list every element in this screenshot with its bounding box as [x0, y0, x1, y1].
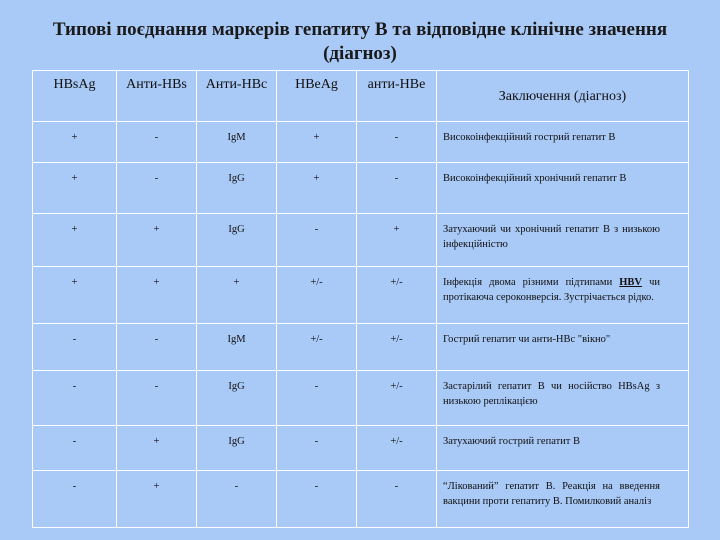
table-row: [33, 371, 689, 426]
cell-anti-hbc: +: [197, 267, 277, 324]
cell-diagnosis: Застарілий гепатит В чи носійство HBsAg з низькою реплікацією: [437, 371, 689, 426]
cell-anti-hbs: +: [117, 471, 197, 528]
cell-hbsag: +: [33, 267, 117, 324]
cell-anti-hbe: +/-: [357, 426, 437, 471]
cell-diagnosis: Гострий гепатит чи анти-HBc "вікно": [437, 324, 689, 371]
header-diagnosis: Заключення (діагноз): [437, 71, 689, 122]
cell-anti-hbe: -: [357, 163, 437, 214]
cell-hbsag: -: [33, 371, 117, 426]
table-row: [33, 267, 689, 324]
cell-hbsag: +: [33, 214, 117, 267]
cell-hbsag: -: [33, 426, 117, 471]
diagnosis-text-pre: Інфекція двома різними підтипами: [443, 277, 620, 288]
cell-anti-hbe: -: [357, 471, 437, 528]
cell-anti-hbc: IgG: [197, 426, 277, 471]
cell-hbeag: -: [277, 214, 357, 267]
cell-anti-hbe: +/-: [357, 267, 437, 324]
cell-hbsag: +: [33, 163, 117, 214]
cell-hbeag: +/-: [277, 324, 357, 371]
cell-diagnosis: Затухаючий чи хронічний гепатит В з низькою інфекційністю: [437, 214, 689, 267]
cell-anti-hbs: -: [117, 371, 197, 426]
cell-anti-hbc: IgG: [197, 163, 277, 214]
cell-hbeag: +: [277, 122, 357, 163]
header-hbeag: HBeAg: [277, 71, 357, 122]
header-anti-hbe: анти-HBe: [357, 71, 437, 122]
markers-table: [32, 70, 689, 528]
cell-diagnosis: Затухаючий гострий гепатит В: [437, 426, 689, 471]
cell-anti-hbe: +/-: [357, 371, 437, 426]
cell-diagnosis: Високоінфекційний хронічний гепатит В: [437, 163, 689, 214]
page-title: Типові поєднання маркерів гепатиту В та відповідне клінічне значення (діагноз): [52, 19, 668, 64]
header-hbsag: HBsAg: [33, 71, 117, 122]
cell-hbsag: -: [33, 471, 117, 528]
table-row: [33, 471, 689, 528]
cell-hbeag: -: [277, 371, 357, 426]
cell-anti-hbc: -: [197, 471, 277, 528]
cell-anti-hbs: +: [117, 267, 197, 324]
cell-hbeag: -: [277, 471, 357, 528]
hbv-link[interactable]: HBV: [619, 277, 643, 288]
table-row: [33, 122, 689, 163]
header-anti-hbs: Анти-HBs: [117, 71, 197, 122]
cell-anti-hbs: -: [117, 122, 197, 163]
cell-anti-hbe: -: [357, 122, 437, 163]
table-header-row: [33, 71, 689, 122]
cell-anti-hbc: IgM: [197, 122, 277, 163]
table-row: [33, 324, 689, 371]
cell-anti-hbc: IgG: [197, 214, 277, 267]
cell-anti-hbs: -: [117, 163, 197, 214]
cell-hbsag: -: [33, 324, 117, 371]
cell-anti-hbc: IgG: [197, 371, 277, 426]
cell-diagnosis: [437, 267, 689, 324]
cell-anti-hbs: +: [117, 214, 197, 267]
cell-anti-hbs: +: [117, 426, 197, 471]
cell-hbsag: +: [33, 122, 117, 163]
cell-diagnosis: “Лікований” гепатит В. Реакція на введення вакцини проти гепатиту В. Помилковий аналіз: [437, 471, 689, 528]
cell-anti-hbe: +: [357, 214, 437, 267]
diagnosis-text-post: чи протікаюча сероконверсія. Зустрічається рідко.: [443, 277, 660, 303]
cell-anti-hbe: +/-: [357, 324, 437, 371]
cell-hbeag: -: [277, 426, 357, 471]
header-anti-hbc: Анти-HBc: [197, 71, 277, 122]
table-row: [33, 426, 689, 471]
cell-diagnosis: Високоінфекційний гострий гепатит В: [437, 122, 689, 163]
table-row: [33, 214, 689, 267]
cell-anti-hbs: -: [117, 324, 197, 371]
cell-hbeag: +/-: [277, 267, 357, 324]
cell-anti-hbc: IgM: [197, 324, 277, 371]
cell-hbeag: +: [277, 163, 357, 214]
table-row: [33, 163, 689, 214]
